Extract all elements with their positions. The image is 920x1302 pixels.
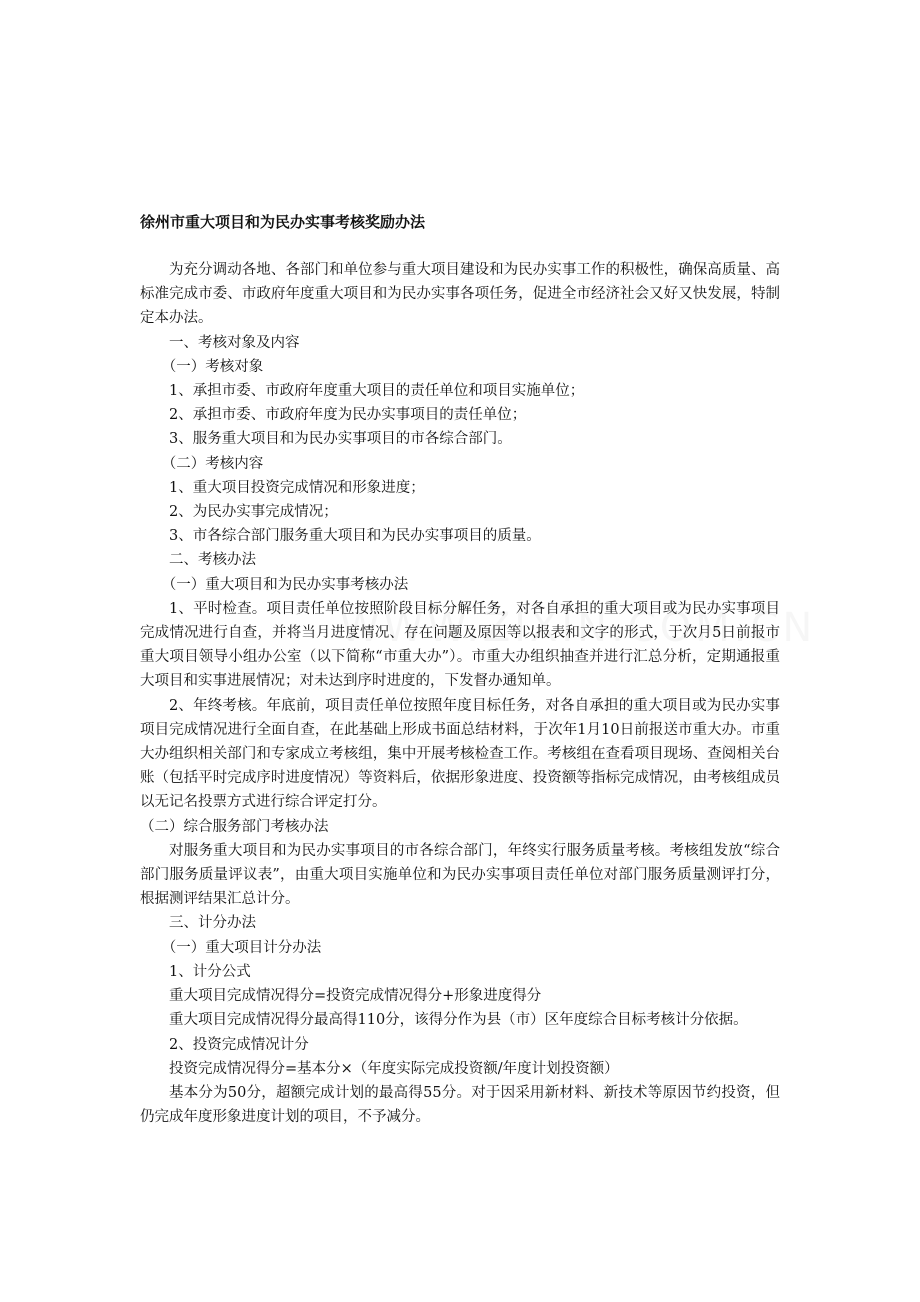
list-item: 3、市各综合部门服务重大项目和为民办实事项目的质量。 xyxy=(169,528,541,545)
list-item: 2、为民办实事完成情况； xyxy=(169,504,338,521)
paragraph-regular-check: 1、平时检查。项目责任单位按照阶段目标分解任务，对各自承担的重大项目或为民办实事项目完成情况进行自查，并将当月进度情况、存在问题及原因等以报表和文字的形式，于次月5日前报市重大项目领导小组办公室（以下简称“市重大办”）。市重大办组织抽查并进行汇总分析，定期通报重大项目和实事进展情况；对未达到序时进度的，下发督办通知单。 xyxy=(140,600,780,690)
list-item: 2、承担市委、市政府年度为民办实事项目的责任单位； xyxy=(169,407,527,424)
list-item: 1、承担市委、市政府年度重大项目的责任单位和项目实施单位； xyxy=(169,383,585,400)
subheading-3-1: （一）重大项目计分办法 xyxy=(161,939,322,956)
heading-section-1: 一、考核对象及内容 xyxy=(169,334,300,351)
list-item: 1、重大项目投资完成情况和形象进度； xyxy=(169,479,425,496)
document-title: 徐州市重大项目和为民办实事考核奖励办法 xyxy=(140,213,426,231)
formula-investment: 投资完成情况得分=基本分×（年度实际完成投资额/年度计划投资额） xyxy=(169,1060,619,1077)
formula-total: 重大项目完成情况得分=投资完成情况得分+形象进度得分 xyxy=(169,988,542,1005)
list-item: 1、计分公式 xyxy=(169,963,251,980)
subheading-2-1: （一）重大项目和为民办实事考核办法 xyxy=(161,576,409,593)
paragraph-max-score: 重大项目完成情况得分最高得110分，该得分作为县（市）区年度综合目标考核计分依据。 xyxy=(169,1012,748,1029)
paragraph-intro: 为充分调动各地、各部门和单位参与重大项目建设和为民办实事工作的积极性，确保高质量、高标准完成市委、市政府年度重大项目和为民办实事各项任务，促进全市经济社会又好又快发展，特制定本办法。 xyxy=(140,262,780,327)
heading-section-3: 三、计分办法 xyxy=(169,915,256,932)
subheading-2-2: （二）综合服务部门考核办法 xyxy=(140,818,329,835)
paragraph-base-score: 基本分为50分，超额完成计划的最高得55分。对于因采用新材料、新技术等原因节约投资，但仍完成年度形象进度计划的项目，不予减分。 xyxy=(140,1084,780,1126)
paragraph-service-review: 对服务重大项目和为民办实事项目的市各综合部门，年终实行服务质量考核。考核组发放“综合部门服务质量评议表”，由重大项目实施单位和为民办实事项目责任单位对部门服务质量测评打分，根据测评结果汇总计分。 xyxy=(140,842,780,908)
list-item: 2、投资完成情况计分 xyxy=(169,1036,309,1053)
subheading-1-1: （一）考核对象 xyxy=(161,358,264,375)
heading-section-2: 二、考核办法 xyxy=(169,552,256,569)
list-item: 3、服务重大项目和为民办实事项目的市各综合部门。 xyxy=(169,431,512,448)
document-body xyxy=(140,258,780,1129)
subheading-1-2: （二）考核内容 xyxy=(161,455,264,472)
paragraph-annual-review: 2、年终考核。年底前，项目责任单位按照年度目标任务，对各自承担的重大项目或为民办实事项目完成情况进行全面自查，在此基础上形成书面总结材料，于次年1月10日前报送市重大办。市重大办组织相关部门和专家成立考核组，集中开展考核检查工作。考核组在查看项目现场、查阅相关台账（包括平时完成序时进度情况）等资料后，依据形象进度、投资额等指标完成情况，由考核组成员以无记名投票方式进行综合评定打分。 xyxy=(140,697,780,811)
